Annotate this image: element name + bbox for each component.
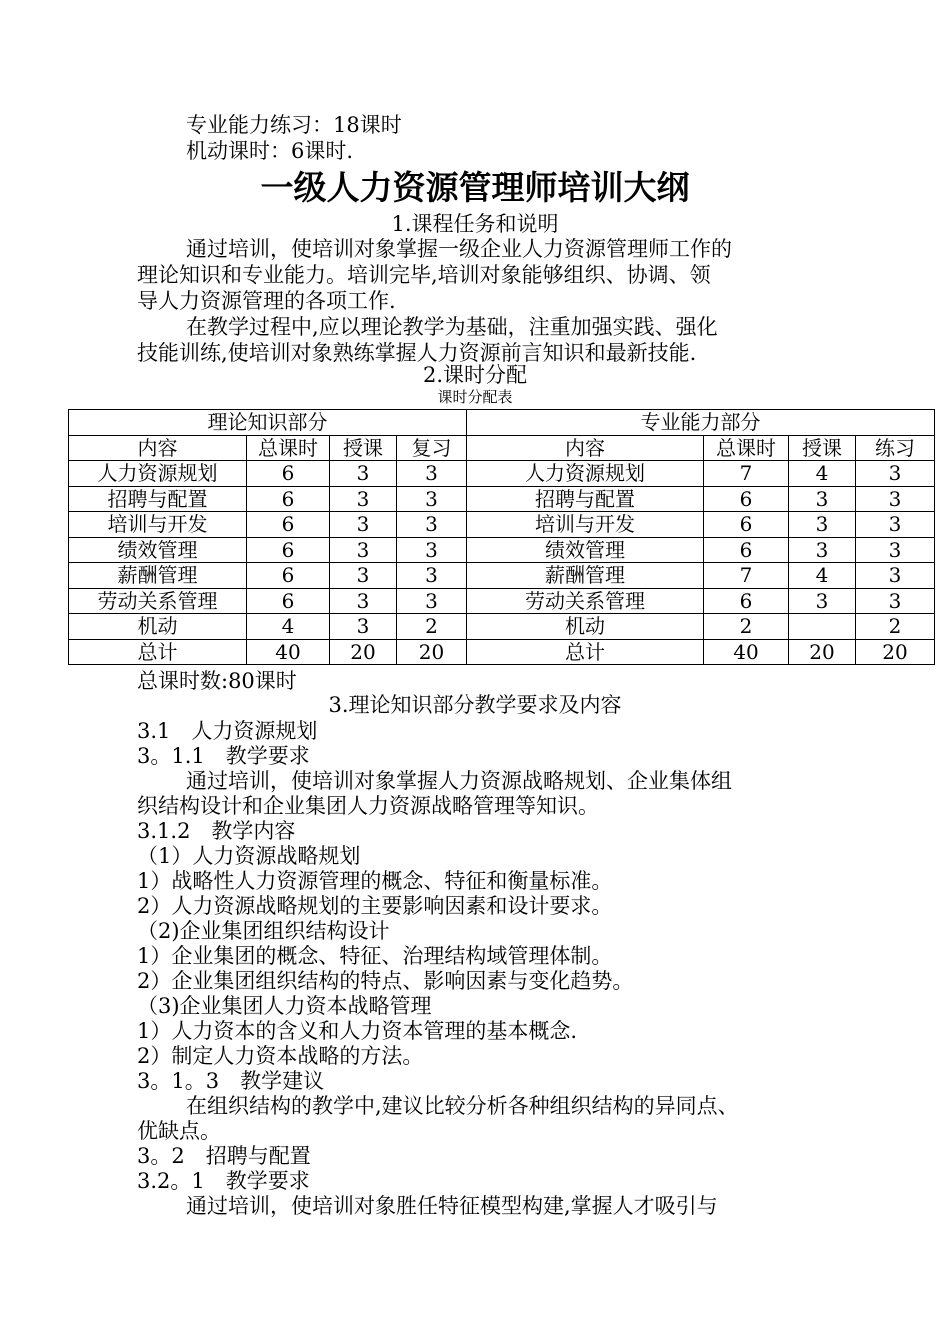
table-cell: 7: [704, 461, 789, 487]
table-cell: 3: [397, 512, 467, 538]
column-header: 内容: [467, 435, 704, 461]
document-title: 一级人力资源管理师培训大纲: [260, 168, 690, 207]
table-cell: 6: [704, 537, 789, 563]
table-cell: 20: [397, 639, 467, 665]
group-header-practice: 专业能力部分: [467, 410, 935, 436]
table-cell: 6: [247, 563, 330, 589]
table-cell: 3: [397, 563, 467, 589]
subsection-3-1-3-text-line-1: 在组织结构的教学中,建议比较分析各种组织结构的异同点、: [186, 1094, 739, 1118]
table-cell: 7: [704, 563, 789, 589]
table-cell: 3: [397, 537, 467, 563]
table-cell: 6: [247, 461, 330, 487]
table-row: [69, 588, 935, 614]
column-header: 复习: [397, 435, 467, 461]
table-cell: 培训与开发: [467, 512, 704, 538]
table-cell: 3: [397, 461, 467, 487]
table-cell: 20: [789, 639, 856, 665]
content-item-3: （3)企业集团人力资本战略管理: [137, 994, 432, 1018]
section-3-heading: 3.理论知识部分教学要求及内容: [328, 693, 622, 717]
table-caption: 课时分配表: [437, 388, 513, 406]
section-1-paragraph-2-line-2: 技能训练,使培训对象熟练掌握人力资源前言知识和最新技能.: [137, 341, 697, 365]
table-cell: 3: [789, 537, 856, 563]
section-2-heading: 2.课时分配: [422, 363, 528, 387]
subsection-3-1-1: 3。1.1 教学要求: [137, 744, 310, 768]
subsection-3-1: 3.1 人力资源规划: [137, 719, 318, 743]
table-cell: 3: [397, 588, 467, 614]
content-item-3-1: 1）人力资本的含义和人力资本管理的基本概念.: [137, 1019, 578, 1043]
table-cell: 6: [247, 512, 330, 538]
table-cell: 3: [856, 588, 935, 614]
table-cell: [789, 614, 856, 640]
table-cell: 3: [330, 512, 397, 538]
table-cell: 劳动关系管理: [467, 588, 704, 614]
section-1-paragraph-1-line-2: 理论知识和专业能力。培训完毕,培训对象能够组织、协调、领: [137, 263, 711, 287]
table-cell: 人力资源规划: [467, 461, 704, 487]
table-cell: 6: [704, 486, 789, 512]
table-cell: 总计: [467, 639, 704, 665]
table-cell: 3: [397, 486, 467, 512]
table-cell: 3: [856, 486, 935, 512]
subsection-3-1-3-text-line-2: 优缺点。: [137, 1119, 221, 1143]
table-cell: 6: [704, 512, 789, 538]
subsection-3-2-1-text-line-1: 通过培训，使培训对象胜任特征模型构建,掌握人才吸引与: [186, 1194, 718, 1218]
subsection-3-1-1-text-line-2: 织结构设计和企业集团人力资源战略管理等知识。: [137, 794, 599, 818]
table-cell: 总计: [69, 639, 247, 665]
table-cell: 3: [789, 512, 856, 538]
table-cell: 4: [789, 563, 856, 589]
table-row: [69, 486, 935, 512]
table-cell: 6: [247, 588, 330, 614]
subsection-3-1-1-text-line-1: 通过培训，使培训对象掌握人力资源战略规划、企业集体组: [186, 769, 732, 793]
table-row: [69, 563, 935, 589]
table-cell: 机动: [467, 614, 704, 640]
table-cell: 人力资源规划: [69, 461, 247, 487]
intro-line-1: 专业能力练习：18课时: [186, 113, 402, 137]
section-1-paragraph-1-line-3: 导人力资源管理的各项工作.: [137, 289, 396, 313]
column-header: 总课时: [704, 435, 789, 461]
table-total-row: [69, 639, 935, 665]
subsection-3-1-3: 3。1。3 教学建议: [137, 1069, 325, 1093]
table-cell: 20: [856, 639, 935, 665]
table-cell: 6: [247, 486, 330, 512]
table-cell: 40: [247, 639, 330, 665]
subsection-3-2-1: 3.2。1 教学要求: [137, 1169, 310, 1193]
table-group-header-row: [69, 410, 935, 436]
table-cell: 3: [330, 461, 397, 487]
column-header: 总课时: [247, 435, 330, 461]
table-cell: 招聘与配置: [69, 486, 247, 512]
table-row: [69, 461, 935, 487]
table-cell: 3: [789, 588, 856, 614]
table-cell: 20: [330, 639, 397, 665]
subsection-3-1-2: 3.1.2 教学内容: [137, 819, 296, 843]
table-cell: 40: [704, 639, 789, 665]
intro-line-2: 机动课时：6课时.: [186, 139, 354, 163]
table-cell: 培训与开发: [69, 512, 247, 538]
table-cell: 2: [397, 614, 467, 640]
table-cell: 3: [330, 614, 397, 640]
hours-allocation-table: [68, 409, 935, 665]
table-cell: 3: [330, 486, 397, 512]
content-item-3-2: 2）制定人力资本战略的方法。: [137, 1044, 424, 1068]
table-cell: 3: [856, 512, 935, 538]
table-cell: 3: [789, 486, 856, 512]
content-item-1: （1）人力资源战略规划: [137, 844, 361, 868]
table-cell: 薪酬管理: [69, 563, 247, 589]
table-cell: 绩效管理: [467, 537, 704, 563]
table-row: [69, 512, 935, 538]
table-cell: 3: [330, 563, 397, 589]
table-cell: 绩效管理: [69, 537, 247, 563]
table-cell: 2: [704, 614, 789, 640]
table-cell: 2: [856, 614, 935, 640]
table-cell: 3: [330, 588, 397, 614]
table-cell: 4: [247, 614, 330, 640]
column-header: 练习: [856, 435, 935, 461]
subsection-3-2: 3。2 招聘与配置: [137, 1144, 311, 1168]
table-cell: 3: [856, 537, 935, 563]
section-1-paragraph-2-line-1: 在教学过程中,应以理论教学为基础，注重加强实践、强化: [186, 315, 718, 339]
content-item-2: （2)企业集团组织结构设计: [137, 919, 390, 943]
table-cell: 薪酬管理: [467, 563, 704, 589]
table-cell: 机动: [69, 614, 247, 640]
total-hours: 总课时数:80课时: [137, 669, 297, 693]
table-cell: 6: [704, 588, 789, 614]
table-cell: 招聘与配置: [467, 486, 704, 512]
section-1-paragraph-1-line-1: 通过培训，使培训对象掌握一级企业人力资源管理师工作的: [186, 237, 732, 261]
content-item-1-1: 1）战略性人力资源管理的概念、特征和衡量标准。: [137, 869, 613, 893]
content-item-1-2: 2）人力资源战略规划的主要影响因素和设计要求。: [137, 894, 613, 918]
table-column-header-row: [69, 435, 935, 461]
content-item-2-1: 1）企业集团的概念、特征、治理结构域管理体制。: [137, 944, 613, 968]
group-header-theory: 理论知识部分: [69, 410, 467, 436]
table-row: [69, 614, 935, 640]
section-1-heading: 1.课程任务和说明: [391, 212, 559, 236]
table-cell: 劳动关系管理: [69, 588, 247, 614]
column-header: 授课: [789, 435, 856, 461]
content-item-2-2: 2）企业集团组织结构的特点、影响因素与变化趋势。: [137, 969, 634, 993]
column-header: 内容: [69, 435, 247, 461]
table-cell: 3: [330, 537, 397, 563]
table-row: [69, 537, 935, 563]
table-cell: 3: [856, 563, 935, 589]
table-cell: 6: [247, 537, 330, 563]
table-cell: 4: [789, 461, 856, 487]
column-header: 授课: [330, 435, 397, 461]
table-cell: 3: [856, 461, 935, 487]
